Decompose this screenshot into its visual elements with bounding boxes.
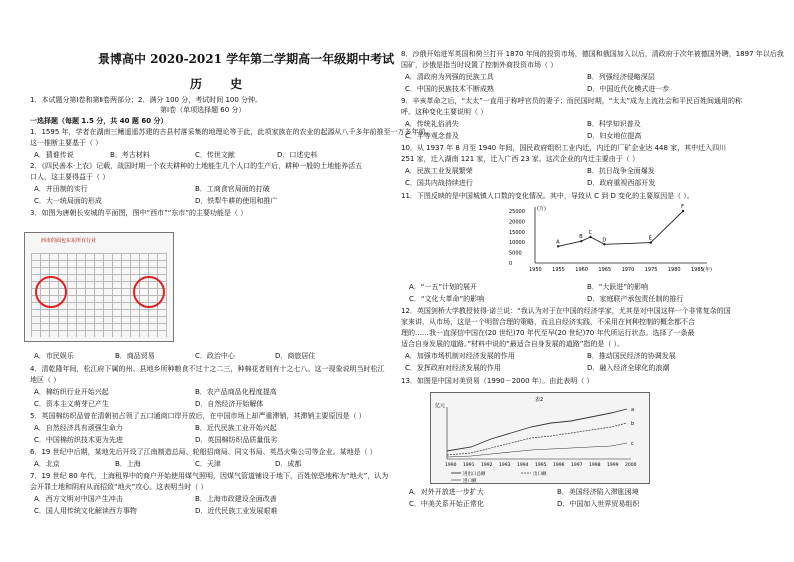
exam-subject: 历 史	[190, 77, 255, 91]
q7-option-c[interactable]: C．国人用传统文化解读西方事物	[34, 507, 137, 515]
q3-option-c[interactable]: C．政治中心	[195, 352, 235, 360]
q1-option-c[interactable]: C．传世文献	[195, 151, 235, 159]
question-11: 11．下图反映的是中国城镇人口数的变化情况。其中，导致从 C 到 D 变化的主要原因是（ ）。	[401, 192, 694, 200]
q2-option-b[interactable]: B．工商食官局面的打破	[195, 185, 270, 193]
q11-option-c[interactable]: C．“文化大革命”的影响	[409, 295, 485, 303]
chart1-point	[682, 210, 684, 212]
chart2-xtick-label: 1991	[463, 463, 475, 468]
legend-total: 进出口总额	[463, 472, 486, 477]
question-5: 5．英国棉纺织品曾在清朝初占领了五口通商口岸开放后，在中国市场上却严重滞销，其滞销主要原因是（ ）	[30, 412, 366, 420]
chart1-ytick-label: 0	[509, 261, 513, 267]
chart1-xtick-label: 1965	[598, 267, 612, 273]
q4-option-b[interactable]: B．农产品商品化程度提高	[195, 388, 277, 396]
chart1-xticks	[529, 266, 712, 273]
q10-option-a[interactable]: A．民族工业发展繁荣	[405, 167, 473, 175]
chart2-xtick-label: 1990	[445, 463, 457, 468]
chart2-xtick-label: 1999	[607, 463, 619, 468]
question-12-line-4: 适合自身发展的道路。”材料中说的“最适合自身发展的道路”指的是（ ）。	[401, 340, 625, 348]
question-12-line-3: 理的……我一直深信中国在(20 世纪)70 年代至早(20 世纪)70 年代所运行状态。选择了一条最	[401, 329, 695, 337]
q12-option-c[interactable]: C．发挥政府对经济发展的作用	[405, 364, 501, 372]
question-1-line-1: 1．1595 年，学者在湖南三鳍遥遥苏建的古县村落采集的地理论等于此，此项家族在的农业的起源从八千多年前推至一万多年前。	[30, 128, 433, 136]
marker-b: b	[631, 421, 635, 427]
chart1-ytick-label: 5000	[509, 250, 522, 257]
chart2-xtick-label: 2000	[625, 463, 637, 468]
chart1-xtick-label: 1950	[529, 267, 542, 273]
chart1-point-label: C	[588, 230, 593, 236]
exam-instructions: 1．本试题分第Ⅰ卷和第Ⅱ卷两部分；2．满分 100 分，考试时间 100 分钟。	[30, 96, 263, 104]
question-4-line-2: 地区（ ）	[30, 376, 61, 384]
q2-option-d[interactable]: D．铁犁牛耕的使用和推广	[195, 197, 278, 205]
question-10-line-1: 10．从 1937 年 8 月至 1940 年间，国民政府组织工业内迁，内迁的厂矿企业达 448 家，其中迁入四川	[401, 144, 727, 152]
question-3: 3．如图为唐朝长安城的平面图，图中“西市”“东市”的主要功能是（ ）	[30, 209, 248, 217]
urban-population-chart	[507, 203, 722, 275]
q9-option-b[interactable]: B．科学知识普及	[587, 120, 641, 128]
q11-option-a[interactable]: A．“一五”计划的展开	[409, 283, 478, 291]
chart1-xtick-label: 1985	[691, 267, 704, 273]
question-2-line-1: 2．《四民善本·上农》记载，战国时期一个农夫耕种的土地能生几个人口的生产后，耕种一般的土地能养活五	[30, 162, 363, 170]
chart1-point-label: A	[556, 239, 560, 246]
chart1-xtick-label: 1980	[667, 267, 681, 273]
marker-c: c	[631, 441, 634, 447]
q13-option-b[interactable]: B．美国经济陷入滞胀困境	[557, 488, 639, 496]
question-9-line-2: 呼。这种变化主要说明（ ）	[401, 108, 488, 116]
chart2-xtick-label: 1998	[589, 463, 601, 468]
q1-option-d[interactable]: D．口述史料	[277, 151, 318, 159]
q12-option-a[interactable]: A．加强市场机制对经济发展的作用	[405, 352, 515, 360]
chart1-point-label: F	[681, 204, 685, 210]
q5-option-b[interactable]: B．近代民族工业开始兴起	[195, 424, 277, 432]
part1-title: 第Ⅰ卷（单项选择题 60 分）	[160, 106, 246, 114]
trade-import-line	[447, 443, 627, 457]
q7-option-d[interactable]: D．近代民族工业发展艰难	[195, 507, 278, 515]
q4-option-c[interactable]: C．资本主义萌芽已产生	[34, 400, 109, 408]
q6-option-d[interactable]: D．成都	[275, 460, 302, 468]
q5-option-c[interactable]: C．中国棉纺织技术更为先进	[34, 436, 123, 444]
q10-option-b[interactable]: B．抗日战争全面爆发	[587, 167, 655, 175]
q10-option-d[interactable]: D．政府重视西部开发	[587, 179, 656, 187]
chart1-ylabel: (万)	[537, 206, 546, 212]
q9-option-c[interactable]: C．平等观念普及	[405, 132, 459, 140]
q11-option-b[interactable]: B．“大跃进”的影响	[587, 283, 649, 291]
q12-option-b[interactable]: B．推动国民经济的协调发展	[587, 352, 676, 360]
q4-option-a[interactable]: A．棉纺织行业开始兴起	[34, 388, 109, 396]
question-9-line-1: 9．辛亥革命之后，“太太”一直用于称呼官员的妻子；而民国时期，“太太”成为上流社会和平民百姓间通用的称	[401, 97, 742, 105]
q5-option-a[interactable]: A．自然经济具有顽强生命力	[34, 424, 123, 432]
chart1-ytick-label: 10000	[509, 240, 525, 247]
q3-option-a[interactable]: A．市民娱乐	[34, 352, 74, 360]
chart1-point	[650, 241, 652, 243]
question-6: 6．19 世纪中后期，某地先后开设了江南制造总局、轮船招商局、同文书局、英昌火柴公司等企业。某地是（ ）	[30, 448, 377, 456]
q4-option-d[interactable]: D．自然经济开始解体	[195, 400, 264, 408]
q13-option-d[interactable]: D．中国加入世界贸易组织	[557, 500, 640, 508]
q10-option-c[interactable]: C．国共内战持续进行	[405, 179, 473, 187]
right-column	[397, 0, 794, 562]
question-8-line-2: 国矿，沙俄是指当时设置了控制外商投资市场（ ）	[401, 61, 558, 69]
chart2-xtick-label: 1994	[517, 463, 529, 468]
chart1-yticks	[509, 209, 525, 267]
trade-total-line	[447, 409, 627, 451]
trade-export-line	[447, 423, 627, 455]
chart1-point	[589, 236, 591, 238]
q8-option-c[interactable]: C．中国的民族技术不断成熟	[405, 85, 494, 93]
chart2-xtick-label: 1993	[499, 463, 511, 468]
chart1-point	[557, 245, 559, 247]
chart1-point	[580, 240, 582, 242]
chart1-point	[603, 243, 605, 245]
legend-export: 出口额	[533, 472, 547, 477]
q1-option-a[interactable]: A．猜谁传说	[34, 151, 74, 159]
q13-option-c[interactable]: C．中美关系开始正常化	[409, 500, 484, 508]
q6-option-b[interactable]: B．上海	[115, 460, 141, 468]
q7-option-a[interactable]: A．西方文明对中国产生冲击	[34, 495, 123, 503]
chart2-title: 表2	[535, 397, 544, 403]
q3-option-b[interactable]: B．商品贸易	[115, 352, 155, 360]
marker-a: a	[631, 407, 635, 413]
q2-option-a[interactable]: A．井田制的实行	[34, 185, 88, 193]
question-12-line-2: 家来讲，从市场，这是一个明智合理的策略，而且自经济实践，不采用在何种控制的概念都不合	[401, 318, 695, 326]
q8-option-d[interactable]: D．中国近代化模式进一步	[587, 85, 670, 93]
chart2-xtick-label: 1997	[571, 463, 583, 468]
chart1-ytick-label: 15000	[509, 229, 525, 236]
question-1-line-2: 这一推断主要基于（ ）	[30, 139, 103, 147]
q6-option-c[interactable]: C．天津	[195, 460, 221, 468]
chart1-ytick-label: 25000	[509, 209, 525, 215]
map-header: 西市的面包东东所有行业	[41, 238, 97, 244]
chart1-xtick-label: 1975	[644, 267, 658, 273]
question-4-line-1: 4．清乾隆年间，松江府下属的州、县地乡所种粮食不过十之二三，种棉花者则有十之七八。这一现象说明当时松江	[30, 365, 385, 373]
chart1-xtick-label: 1955	[552, 267, 565, 273]
west-market-circle	[35, 276, 67, 308]
chart1-points	[556, 204, 684, 248]
legend-import: 进口额	[463, 479, 477, 483]
q9-option-a[interactable]: A．传统礼俗消失	[405, 120, 459, 128]
q11-option-d[interactable]: D．家庭联产承包责任制的推行	[587, 295, 684, 303]
q6-option-a[interactable]: A．北京	[34, 460, 60, 468]
chart1-xtick-label: (年)	[703, 267, 712, 273]
q3-option-d[interactable]: D．商旅居住	[275, 352, 316, 360]
question-7-line-1: 7．19 世纪 80 年代，上海租界中的商户开始使用煤气照明，因煤气管道铺设于地下，百姓惊恐地称为“地火”，认为	[30, 472, 389, 480]
question-12-line-1: 12．英国剑桥大学教授彼得·诺兰说：“我认为对于在中国的经济学家，尤其是对中国这样一个非常复杂的国	[401, 307, 731, 315]
chart2-xtick-label: 1996	[553, 463, 565, 468]
chart2-xtick-label: 1995	[535, 463, 547, 468]
chart1-ytick-label: 20000	[509, 219, 525, 226]
q8-option-b[interactable]: B．列强经济侵略深层	[587, 73, 655, 81]
chart2-ylabel: 亿元	[435, 403, 446, 409]
chart2-xtick-label: 1992	[481, 463, 493, 468]
question-8-line-1: 8．沙俄开始进军英国和荷兰打开 1870 年间的投资市场，德国和俄国加入以后，清政府于次年被德国外聘，1897 年以后我	[401, 50, 784, 58]
question-2-line-2: 口人，这主要得益于（ ）	[30, 173, 110, 181]
q5-option-d[interactable]: D．英国棉纺织品质量低劣	[195, 436, 278, 444]
q1-option-b[interactable]: B．考古材料	[110, 151, 150, 159]
east-market-circle	[133, 276, 165, 308]
chart1-series-line	[558, 211, 683, 246]
chart1-xtick-label: 1960	[575, 267, 589, 273]
question-13: 13．如图是中国对美贸易（1990－2000 年）。由此表明（ ）	[401, 377, 594, 385]
q7-option-b[interactable]: B．上海市政建设全面改善	[195, 495, 277, 503]
question-7-line-2: 会开罪土地和阴府从而招致“地火”攻心。这表明当时（ ）	[30, 483, 208, 491]
section-heading: 一选择题（每题 1.5 分，共 40 题 60 分）	[30, 117, 168, 125]
q12-option-d[interactable]: D．融入经济全球化的浪潮	[587, 364, 670, 372]
chart1-xtick-label: 1970	[621, 267, 635, 273]
question-10-line-2: 251 家，迁入湖南 121 家，迁入广西 23 家。这次企业的内迁主要由于（ ）	[401, 155, 639, 163]
exam-title: 景博高中 2020-2021 学年第二学期高一年级期中考试	[98, 52, 395, 66]
chart2-xticks	[445, 462, 637, 468]
sino-us-trade-chart	[430, 392, 650, 484]
q8-option-a[interactable]: A．清政府为列强的民族工具	[405, 73, 494, 81]
q9-option-d[interactable]: D．妇女地位提高	[587, 132, 642, 140]
changan-city-map	[24, 232, 174, 342]
q2-option-c[interactable]: C．大一统局面的形成	[34, 197, 102, 205]
chart1-point-label: B	[579, 234, 583, 241]
chart1-point-label: D	[602, 237, 607, 244]
chart1-point-label: E	[648, 235, 652, 242]
q13-option-a[interactable]: A．对外开放进一步扩大	[409, 488, 484, 496]
